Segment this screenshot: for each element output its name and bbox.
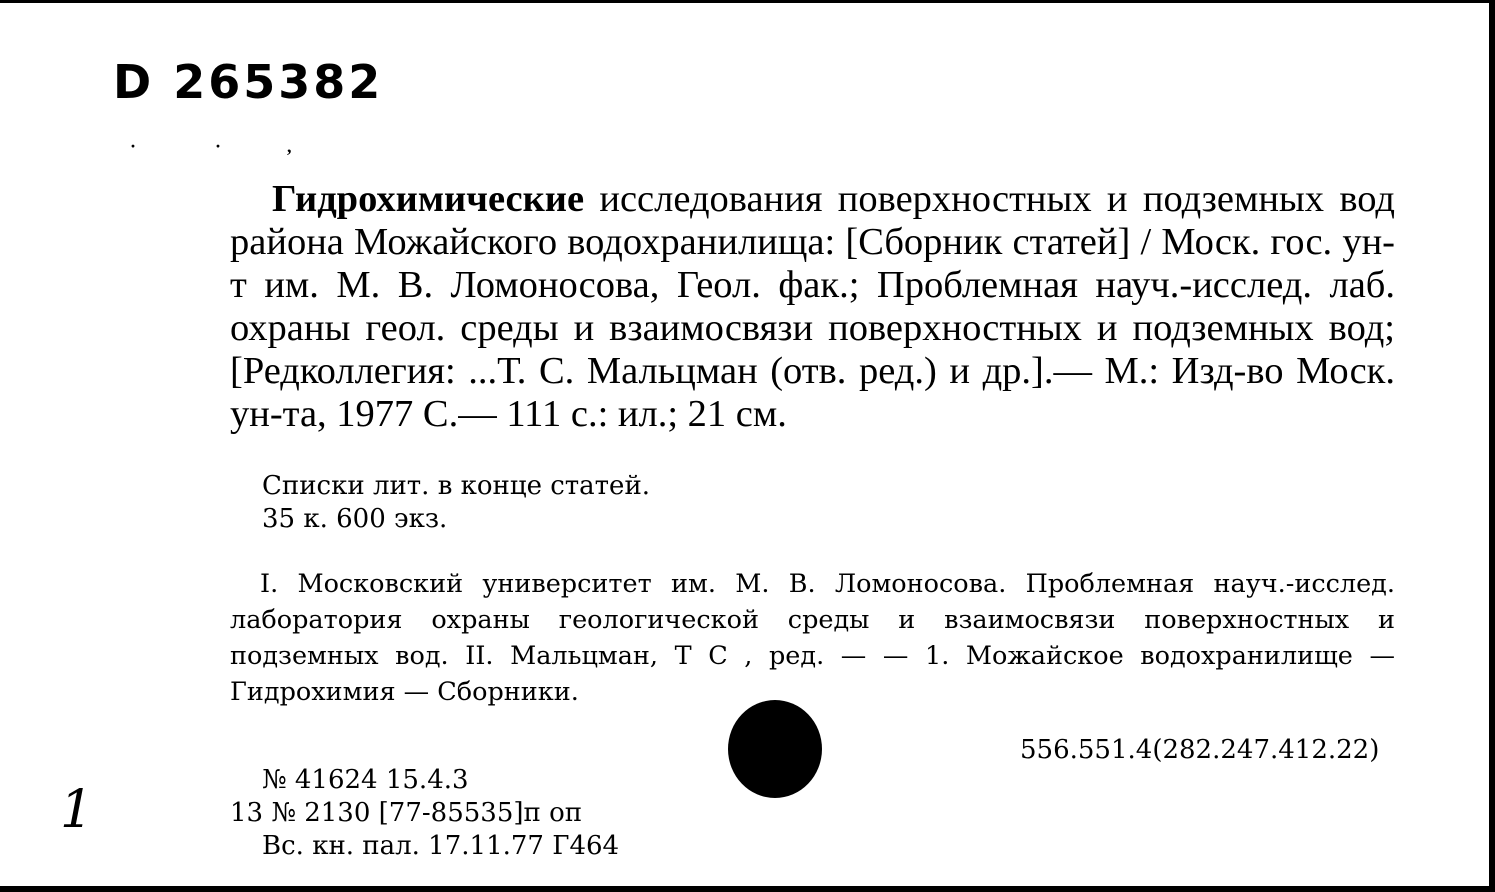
scan-speck: · bbox=[130, 136, 137, 156]
scan-speck: · bbox=[215, 136, 222, 156]
handwritten-margin-mark: 1 bbox=[60, 780, 94, 840]
note-line: Списки лит. в конце статей. bbox=[262, 471, 651, 501]
main-entry-heading: Гидрохимические bbox=[272, 178, 585, 220]
subject-tracings: I. Московский университет им. М. В. Ломоносова. Проблемная науч.-исслед. лаборатория охраны геологической среды и взаимосвязи поверхностных и подземных вод. II. Мальцман, Т С , ред. — — 1. Можайское водохранилище — Гидрохимия — Сборники. bbox=[230, 569, 1395, 707]
notes-block bbox=[262, 470, 650, 536]
imprint-block bbox=[230, 764, 619, 863]
main-entry bbox=[230, 178, 1395, 436]
punch-hole bbox=[728, 700, 822, 798]
imprint-line: 13 № 2130 [77-85535]п оп bbox=[230, 798, 583, 828]
udc-classification: 556.551.4(282.247.412.22) bbox=[1020, 735, 1380, 765]
accession-number: D 265382 bbox=[113, 55, 384, 109]
note-line: 35 к. 600 экз. bbox=[262, 504, 448, 534]
main-entry-description: исследования поверхностных и подземных вод района Можайского водохранилища: [Сборник статей] / Моск. гос. ун-т им. М. В. Ломоносова, Геол. фак.; Проблемная науч.-исслед. лаб. охраны геол. среды и взаимосвязи поверхностных и подземных вод; [Редколлегия: ...Т. С. Мальцман (отв. ред.) и др.].— М.: Изд-во Моск. ун-та, 1977 С.— 111 с.: ил.; 21 см. bbox=[230, 178, 1395, 435]
scan-speck: , bbox=[287, 136, 292, 156]
imprint-line: № 41624 15.4.3 bbox=[262, 765, 469, 795]
imprint-line: Вс. кн. пал. 17.11.77 Г464 bbox=[262, 831, 620, 861]
